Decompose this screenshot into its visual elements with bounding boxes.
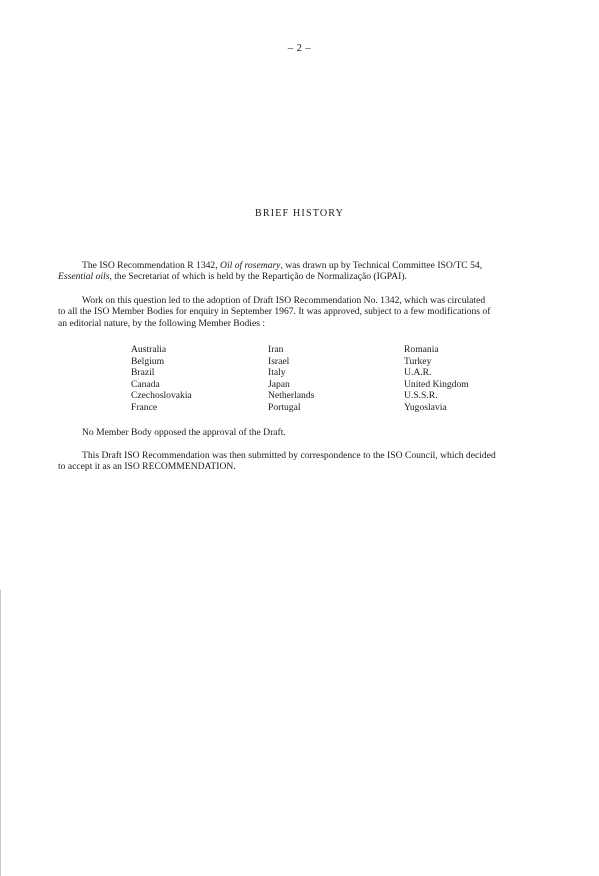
paragraph-intro — [58, 260, 530, 283]
member-body: France — [131, 401, 158, 413]
acceptance-line2: to accept it as an ISO RECOMMENDATION. — [58, 461, 236, 473]
member-body: Romania — [404, 344, 439, 355]
adoption-line3: an editorial nature, by the following Member Bodies : — [58, 317, 266, 329]
member-body: Brazil — [131, 367, 155, 379]
member-bodies-column-1 — [131, 344, 192, 414]
intro-text-2: , was drawn up by Technical Committee ISO/TC 54, — [280, 260, 483, 271]
no-opposition-line: No Member Body opposed the approval of the Draft. — [82, 427, 286, 438]
member-bodies-column-2 — [268, 344, 314, 414]
section-title: BRIEF HISTORY — [254, 208, 345, 219]
adoption-line2: to all the ISO Member Bodies for enquiry in September 1967. It was approved, subject to a few modifications of — [58, 306, 491, 318]
intro-text-3: , the Secretariat of which is held by the Repartição de Normalização (IGPAI). — [109, 271, 407, 283]
member-body: Australia — [131, 344, 167, 355]
member-body: Yugoslavia — [404, 401, 447, 413]
member-body: Netherlands — [268, 390, 315, 402]
member-body: Italy — [268, 367, 286, 379]
member-body: Turkey — [404, 355, 432, 367]
member-body: United Kingdom — [404, 378, 469, 390]
member-body: Iran — [268, 344, 284, 355]
adoption-line1: Work on this question led to the adoption of Draft ISO Recommendation No. 1342, which was circulated — [82, 295, 486, 306]
member-bodies-column-3 — [404, 344, 469, 414]
paragraph-intro-line1 — [58, 260, 530, 271]
member-body: Japan — [268, 378, 290, 390]
member-body: Czechoslovakia — [131, 390, 192, 402]
intro-italic-title: Oil of rosemary — [220, 260, 281, 271]
member-body: Belgium — [131, 355, 165, 367]
acceptance-line1: This Draft ISO Recommendation was then submitted by correspondence to the ISO Council, which decided — [82, 450, 496, 461]
paragraph-acceptance — [58, 450, 530, 473]
member-body: Canada — [131, 378, 160, 390]
member-body: Israel — [268, 355, 290, 367]
paragraph-adoption — [58, 295, 530, 329]
page-number: – 2 – — [287, 43, 312, 54]
intro-text-1: The ISO Recommendation R 1342, — [82, 260, 221, 271]
intro-italic-committee: Essential oils — [58, 271, 110, 283]
member-body: Portugal — [268, 401, 301, 413]
paragraph-intro-line2 — [58, 271, 407, 282]
member-body: U.A.R. — [404, 367, 432, 379]
paragraph-no-opposition — [58, 427, 530, 438]
scan-edge-line — [0, 590, 1, 876]
member-body: U.S.S.R. — [404, 390, 438, 402]
